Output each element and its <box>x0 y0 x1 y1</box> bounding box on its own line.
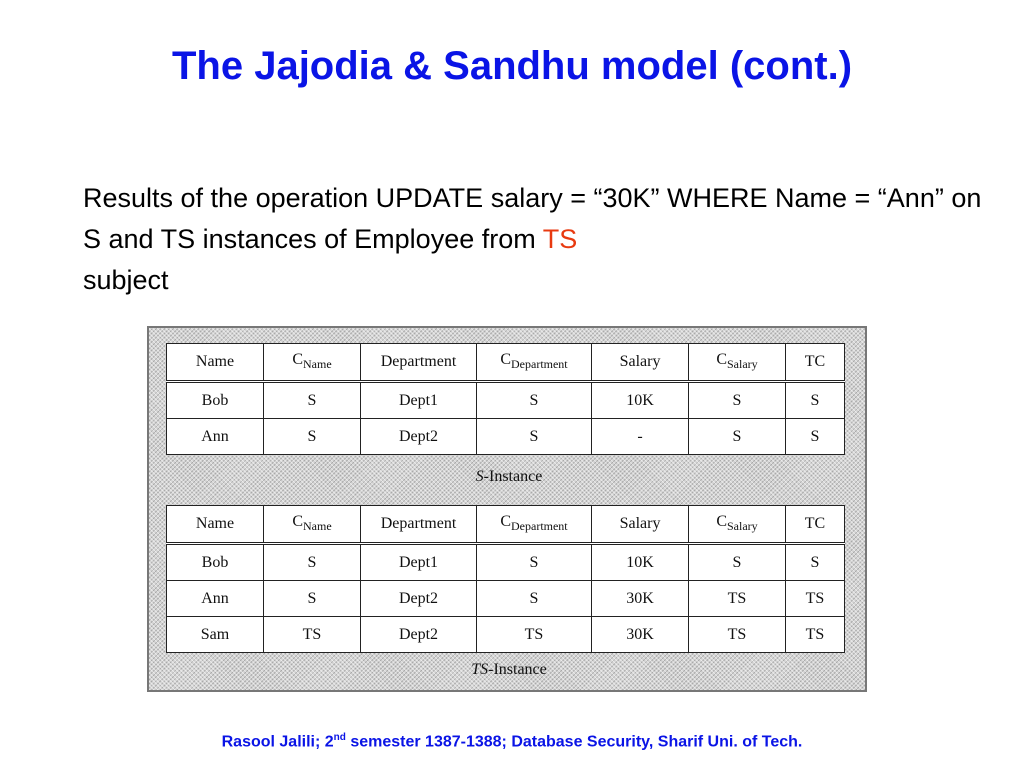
cell-tc: S <box>786 544 845 581</box>
cell-name: Bob <box>167 544 264 581</box>
cell-c-salary: TS <box>689 617 786 653</box>
cell-salary: 10K <box>592 382 689 419</box>
header-c-name: $C_{Name}$ <box>264 344 361 382</box>
cell-department: Dept1 <box>361 382 477 419</box>
table-header-row <box>167 506 845 544</box>
cell-c-name: S <box>264 544 361 581</box>
header-name: Name <box>167 344 264 382</box>
cell-c-salary: TS <box>689 581 786 617</box>
header-salary: Salary <box>592 506 689 544</box>
cell-c-department: S <box>477 382 592 419</box>
table-row <box>167 617 845 653</box>
cell-c-department: S <box>477 419 592 455</box>
cell-c-name: S <box>264 581 361 617</box>
table-row <box>167 544 845 581</box>
header-c-salary: $C_{Salary}$ <box>689 344 786 382</box>
header-c-department: $C_{Department}$ <box>477 344 592 382</box>
header-department: Department <box>361 344 477 382</box>
cell-c-salary: S <box>689 419 786 455</box>
table-header-row <box>167 344 845 382</box>
cell-salary: 10K <box>592 544 689 581</box>
slide-title: The Jajodia & Sandhu model (cont.) <box>171 44 853 88</box>
table-row <box>167 581 845 617</box>
slide-footer: Rasool Jalili; 2nd semester 1387-1388; Database Security, Sharif Uni. of Tech. <box>221 732 803 751</box>
header-tc: TC <box>786 506 845 544</box>
s-instance-caption: S-Instance <box>475 468 543 485</box>
cell-name: Bob <box>167 382 264 419</box>
cell-c-department: S <box>477 581 592 617</box>
cell-salary: 30K <box>592 617 689 653</box>
cell-name: Ann <box>167 581 264 617</box>
cell-c-name: S <box>264 419 361 455</box>
ts-instance-caption: TS-Instance <box>471 661 547 678</box>
header-name: Name <box>167 506 264 544</box>
body-text-main: Results of the operation UPDATE salary = “30K” WHERE Name = “Ann” on S and TS instances of Employee from <box>83 183 982 254</box>
cell-c-department: TS <box>477 617 592 653</box>
cell-tc: TS <box>786 581 845 617</box>
cell-c-name: S <box>264 382 361 419</box>
table-row <box>167 382 845 419</box>
header-department: Department <box>361 506 477 544</box>
body-text-highlight-ts: TS <box>542 224 578 254</box>
cell-department: Dept1 <box>361 544 477 581</box>
cell-salary: 30K <box>592 581 689 617</box>
cell-tc: S <box>786 382 845 419</box>
cell-department: Dept2 <box>361 617 477 653</box>
header-c-salary: $C_{Salary}$ <box>689 506 786 544</box>
cell-salary: - <box>592 419 689 455</box>
header-c-name: $C_{Name}$ <box>264 506 361 544</box>
slide-body-text <box>83 178 1003 301</box>
table-row <box>167 419 845 455</box>
cell-c-department: S <box>477 544 592 581</box>
s-instance-table <box>166 343 845 455</box>
cell-c-salary: S <box>689 544 786 581</box>
cell-c-name: TS <box>264 617 361 653</box>
body-text-suffix: subject <box>83 265 169 295</box>
ts-instance-table <box>166 505 845 653</box>
cell-name: Sam <box>167 617 264 653</box>
header-salary: Salary <box>592 344 689 382</box>
cell-tc: S <box>786 419 845 455</box>
cell-department: Dept2 <box>361 419 477 455</box>
cell-department: Dept2 <box>361 581 477 617</box>
cell-tc: TS <box>786 617 845 653</box>
cell-name: Ann <box>167 419 264 455</box>
cell-c-salary: S <box>689 382 786 419</box>
header-tc: TC <box>786 344 845 382</box>
header-c-department: $C_{Department}$ <box>477 506 592 544</box>
scanned-table-figure <box>147 326 867 692</box>
